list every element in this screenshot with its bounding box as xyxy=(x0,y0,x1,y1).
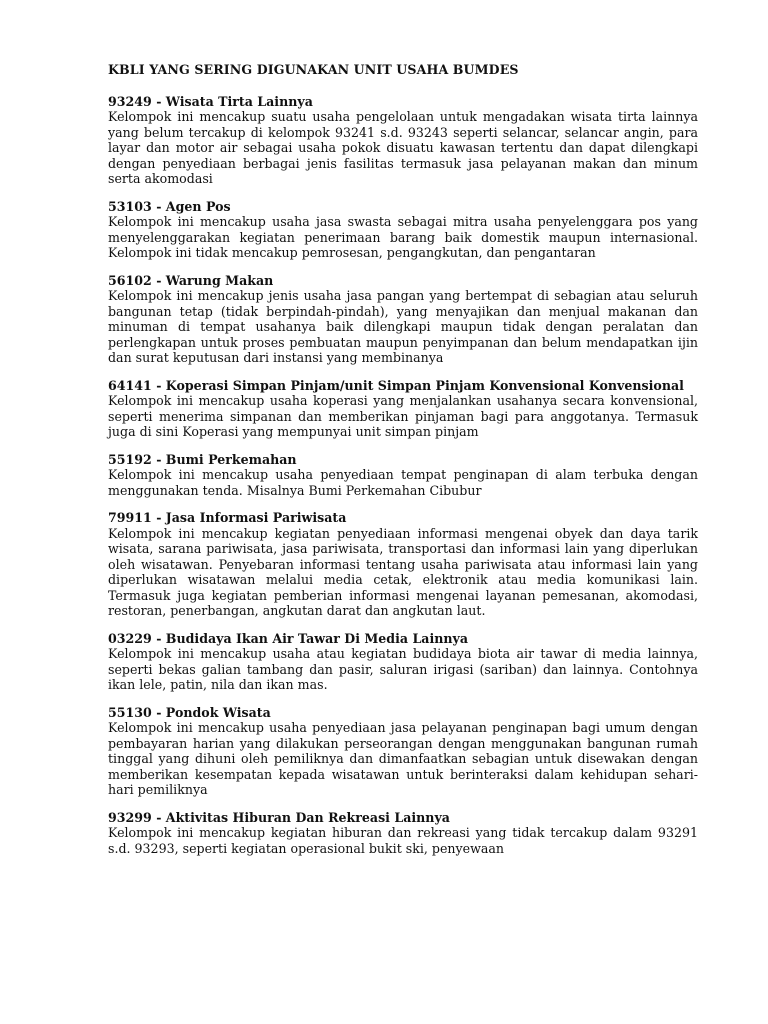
kbli-entry xyxy=(108,273,698,366)
entry-heading: 93249 - Wisata Tirta Lainnya xyxy=(108,93,313,109)
entry-heading: 79911 - Jasa Informasi Pariwisata xyxy=(108,510,347,525)
kbli-entry xyxy=(108,199,698,261)
entry-description: Kelompok ini mencakup kegiatan penyediaan informasi mengenai obyek dan daya tarik wisata, sarana pariwisata, jasa pariwisata, transportasi dan informasi lain yang diperlukan oleh wisatawan. Penyebaran informasi tentang usaha pariwisata atau informasi lain yang diperlukan wisatawan melalui media cetak, elektronik atau media komunikasi lain. Termasuk juga kegiatan pemberian informasi mengenai layanan pemesanan, akomodasi, restoran, penerbangan, angkutan darat dan angkutan laut. xyxy=(108,525,698,618)
entry-heading: 55130 - Pondok Wisata xyxy=(108,704,271,720)
entry-description: Kelompok ini mencakup usaha jasa swasta sebagai mitra usaha penyelenggara pos yang menyelenggarakan kegiatan penerimaan barang baik domestik maupun internasional. Kelompok ini tidak mencakup pemrosesan, pengangkutan, dan pengantaran xyxy=(108,214,698,260)
kbli-entry xyxy=(108,378,698,440)
kbli-entry xyxy=(108,452,698,499)
kbli-entry xyxy=(108,510,698,619)
document-title: KBLI YANG SERING DIGUNAKAN UNIT USAHA BUMDES xyxy=(108,62,519,77)
entry-heading: 55192 - Bumi Perkemahan xyxy=(108,451,297,467)
entry-heading: 93299 - Aktivitas Hiburan Dan Rekreasi Lainnya xyxy=(108,809,450,825)
entry-heading: 56102 - Warung Makan xyxy=(108,272,274,288)
kbli-entry xyxy=(108,705,698,798)
entry-description: Kelompok ini mencakup kegiatan hiburan dan rekreasi yang tidak tercakup dalam 93291 s.d. 93293, seperti kegiatan operasional bukit ski, penyewaan xyxy=(108,825,698,856)
document-page xyxy=(108,62,698,868)
entry-description: Kelompok ini mencakup usaha penyediaan jasa pelayanan penginapan bagi umum dengan pembayaran harian yang dilakukan perseorangan dengan menggunakan bangunan rumah tinggal yang dihuni oleh pemiliknya dan dimanfaatkan sebagian untuk disewakan dengan memberikan kesempatan kepada wisatawan untuk berinteraksi dalam kehidupan sehari-hari pemiliknya xyxy=(108,720,698,797)
kbli-entry xyxy=(108,631,698,693)
entry-description: Kelompok ini mencakup usaha koperasi yang menjalankan usahanya secara konvensional, seperti menerima simpanan dan memberikan pinjaman bagi para anggotanya. Termasuk juga di sini Koperasi yang mempunyai unit simpan pinjam xyxy=(108,393,698,439)
entry-list xyxy=(108,94,698,857)
entry-description: Kelompok ini mencakup usaha penyediaan tempat penginapan di alam terbuka dengan menggunakan tenda. Misalnya Bumi Perkemahan Cibubur xyxy=(108,467,698,498)
entry-description: Kelompok ini mencakup suatu usaha pengelolaan untuk mengadakan wisata tirta lainnya yang belum tercakup di kelompok 93241 s.d. 93243 seperti selancar, selancar angin, para layar dan motor air sebagai usaha pokok disuatu kawasan tertentu dan dapat dilengkapi dengan penyediaan berbagai jenis fasilitas termasuk jasa pelayanan makan dan minum serta akomodasi xyxy=(108,109,698,186)
entry-heading: 03229 - Budidaya Ikan Air Tawar Di Media Lainnya xyxy=(108,630,469,646)
entry-description: Kelompok ini mencakup usaha atau kegiatan budidaya biota air tawar di media lainnya, seperti bekas galian tambang dan pasir, saluran irigasi (sariban) dan lainnya. Contohnya ikan lele, patin, nila dan ikan mas. xyxy=(108,646,698,692)
entry-heading: 53103 - Agen Pos xyxy=(108,198,231,214)
kbli-entry xyxy=(108,810,698,857)
kbli-entry xyxy=(108,94,698,187)
entry-heading: 64141 - Koperasi Simpan Pinjam/unit Simpan Pinjam Konvensional Konvensional xyxy=(108,377,684,393)
entry-description: Kelompok ini mencakup jenis usaha jasa pangan yang bertempat di sebagian atau seluruh bangunan tetap (tidak berpindah-pindah), yang menyajikan dan menjual makanan dan minuman di tempat usahanya baik dilengkapi maupun tidak dengan peralatan dan perlengkapan untuk proses pembuatan maupun penyimpanan dan belum mendapatkan ijin dan surat keputusan dari instansi yang membinanya xyxy=(108,288,698,365)
